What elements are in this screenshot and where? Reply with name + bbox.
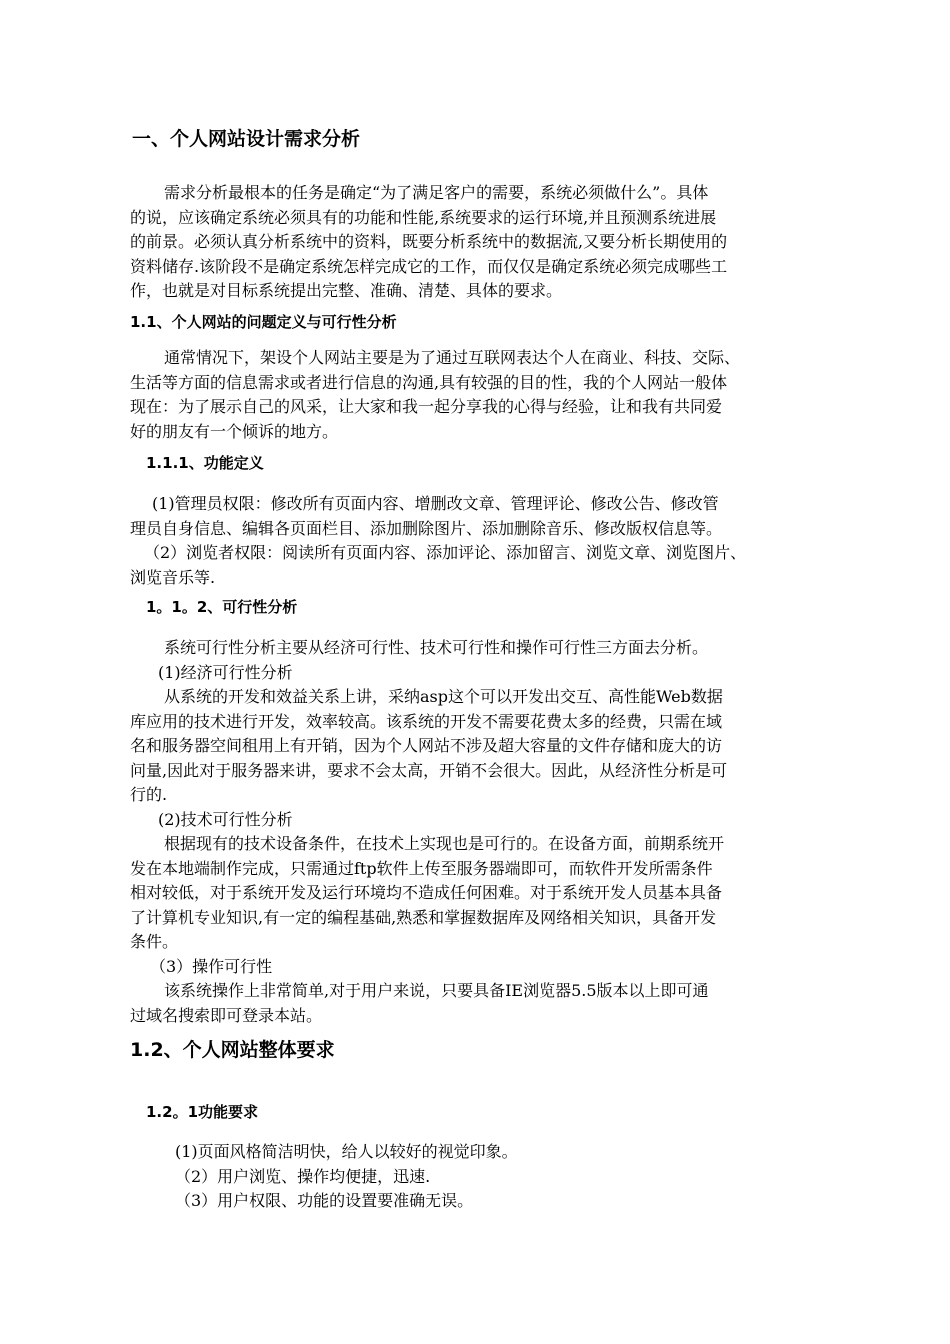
text-line: 发在本地端制作完成，只需通过ftp软件上传至服务器端即可，而软件开发所需条件 xyxy=(130,858,713,878)
text-line: 生活等方面的信息需求或者进行信息的沟通,具有较强的目的性，我的个人网站一般体 xyxy=(130,372,728,392)
intro-paragraph xyxy=(130,181,727,304)
list-item: (1)页面风格简洁明快，给人以较好的视觉印象。 xyxy=(175,1142,518,1161)
text-line: 问量,因此对于服务器来讲，要求不会太高，开销不会很大。因此，从经济性分析是可 xyxy=(130,760,728,780)
text-line: 名和服务器空间租用上有开销，因为个人网站不涉及超大容量的文件存储和庞大的访 xyxy=(130,736,723,755)
text-line: 根据现有的技术设备条件，在技术上实现也是可行的。在设备方面，前期系统开 xyxy=(164,834,725,853)
text-line: （2）浏览者权限：阅读所有页面内容、添加评论、添加留言、浏览文章、浏览图片、 xyxy=(144,543,747,562)
text-line: 理员自身信息、编辑各页面栏目、添加删除图片、添加删除音乐、修改版权信息等。 xyxy=(130,518,723,538)
subheading-economic: (1)经济可行性分析 xyxy=(158,662,293,682)
paragraph-1-1 xyxy=(130,346,740,444)
section-heading-1-2-1: 1.2。1功能要求 xyxy=(146,1103,259,1121)
text-line: 作，也就是对目标系统提出完整、准确、清楚、具体的要求。 xyxy=(130,281,563,300)
text-line: 浏览音乐等. xyxy=(130,567,216,587)
text-line: 过域名搜索即可登录本站。 xyxy=(130,1005,323,1025)
text-line: (1)管理员权限：修改所有页面内容、增删改文章、管理评论、修改公告、修改管 xyxy=(152,494,719,513)
section-heading-1-1-1: 1.1.1、功能定义 xyxy=(146,454,264,472)
section-heading-1-2: 1.2、个人网站整体要求 xyxy=(130,1039,335,1061)
text-line: 的前景。必须认真分析系统中的资料，既要分析系统中的数据流,又要分析长期使用的 xyxy=(130,232,728,251)
list-item: （3）用户权限、功能的设置要准确无误。 xyxy=(175,1191,474,1210)
text-line: 行的. xyxy=(130,785,168,804)
requirements-list xyxy=(175,1140,518,1214)
text-line: 资料储存.该阶段不是确定系统怎样完成它的工作，而仅仅是确定系统必须完成哪些工 xyxy=(130,256,728,276)
text-line: 的说，应该确定系统必须具有的功能和性能,系统要求的运行环境,并且预测系统进展 xyxy=(130,207,717,227)
text-line: 需求分析最根本的任务是确定“为了满足客户的需要，系统必须做什么”。具体 xyxy=(164,183,709,202)
subheading-operational: （3）操作可行性 xyxy=(150,956,273,976)
text-line: 该系统操作上非常简单,对于用户来说，只要具备IE浏览器5.5版本以上即可通 xyxy=(164,981,709,1000)
text-line: 好的朋友有一个倾诉的地方。 xyxy=(130,421,339,441)
main-heading: 一、个人网站设计需求分析 xyxy=(132,128,361,150)
text-line: 系统可行性分析主要从经济可行性、技术可行性和操作可行性三方面去分析。 xyxy=(164,638,709,657)
list-item: （2）用户浏览、操作均便捷，迅速. xyxy=(175,1166,431,1186)
section-heading-1-1-2: 1。1。2、可行性分析 xyxy=(146,598,298,616)
text-line: 通常情况下，架设个人网站主要是为了通过互联网表达个人在商业、科技、交际、 xyxy=(164,348,741,367)
text-line: 从系统的开发和效益关系上讲，采纳asp这个可以开发出交互、高性能Web数据 xyxy=(164,687,723,706)
text-line: 现在：为了展示自己的风采，让大家和我一起分享我的心得与经验，让和我有共同爱 xyxy=(130,397,723,416)
subheading-technical: (2)技术可行性分析 xyxy=(158,809,293,829)
text-line: 相对较低，对于系统开发及运行环境均不造成任何困难。对于系统开发人员基本具备 xyxy=(130,883,723,902)
feasibility-paragraphs xyxy=(130,636,727,1028)
text-line: 了计算机专业知识,有一定的编程基础,熟悉和掌握数据库及网络相关知识，具备开发 xyxy=(130,907,717,927)
text-line: 条件。 xyxy=(130,932,179,951)
function-definition xyxy=(130,492,746,590)
section-heading-1-1: 1.1、个人网站的问题定义与可行性分析 xyxy=(130,313,397,331)
text-line: 库应用的技术进行开发，效率较高。该系统的开发不需要花费太多的经费，只需在域 xyxy=(130,711,723,731)
